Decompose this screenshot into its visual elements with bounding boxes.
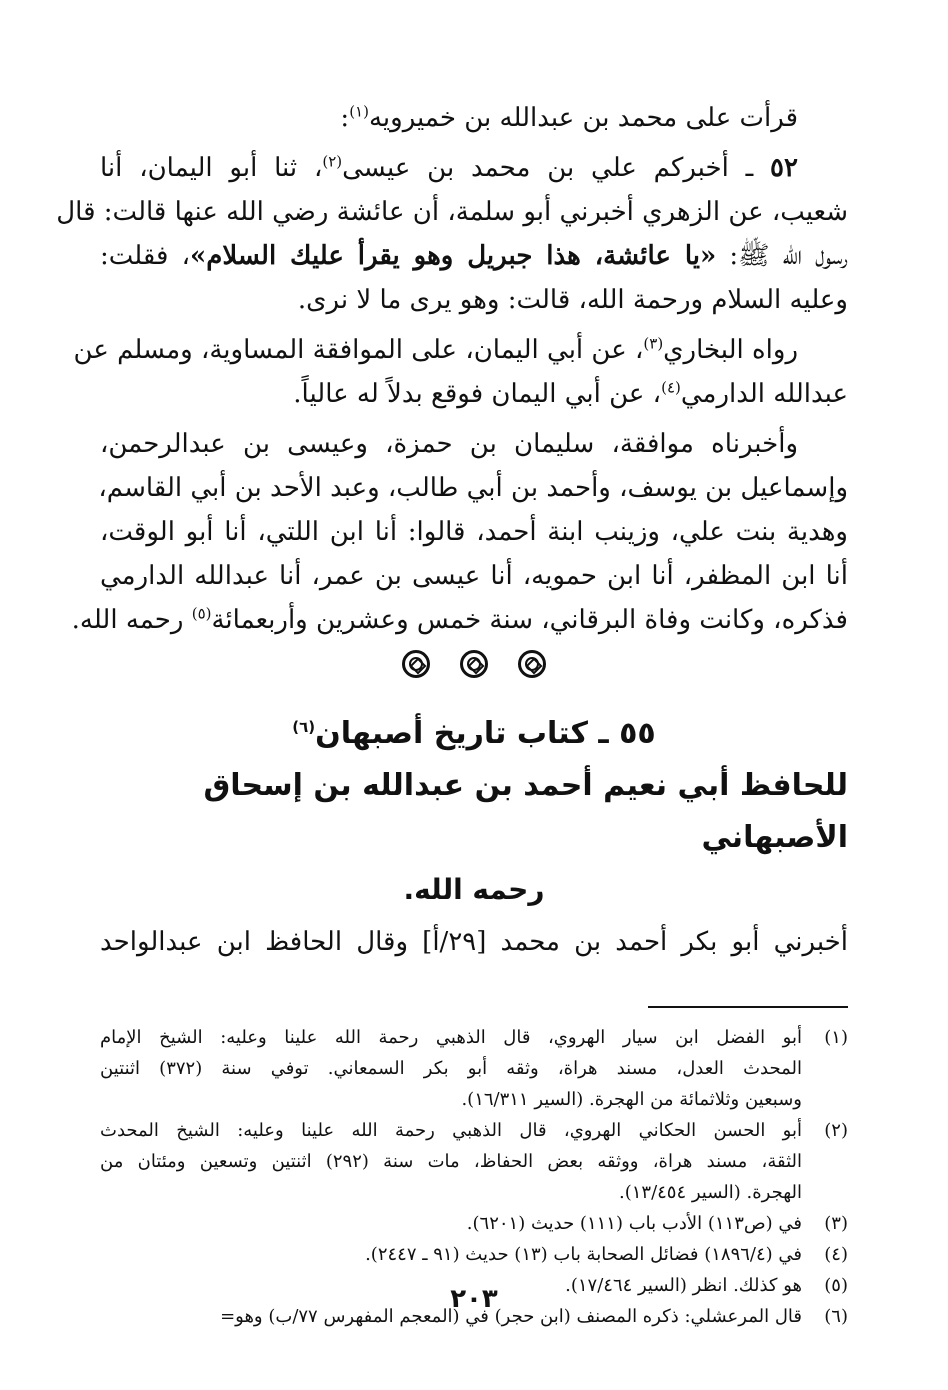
- page-body: [56, 96, 848, 1332]
- footnote-number: (٢): [824, 1120, 848, 1141]
- text-line: شعيب، عن الزهري أخبرني أبو سلمة، أن عائشة رضي الله عنها قالت: قال: [56, 197, 848, 227]
- heading-closing: رحمه الله.: [403, 873, 545, 906]
- text-span: ـ كتاب تاريخ أصبهان: [315, 716, 620, 751]
- text-span: قرأت على محمد بن عبدالله بن خميرويه: [368, 103, 798, 133]
- opening-paragraph: [100, 96, 848, 140]
- heading-number: ٥٥: [619, 716, 656, 751]
- footnote-number: (٣): [824, 1213, 848, 1234]
- footnote-ref[interactable]: (٥): [191, 604, 212, 623]
- footnote-text: [100, 1115, 802, 1208]
- hadith-number: ٥٢: [770, 153, 798, 183]
- text-span: رحمه الله.: [71, 605, 192, 635]
- page-number: ٢٠٣: [450, 1284, 498, 1314]
- text-line: [100, 234, 848, 278]
- text-line: [71, 598, 848, 642]
- footnote-line: أبو الحسن الحكاني الهروي، قال الذهبي رحمة الله علينا وعليه: الشيخ المحدث: [100, 1120, 802, 1141]
- text-span: ، فقلت:: [100, 241, 190, 271]
- attribution-paragraph: [73, 328, 848, 416]
- footnote: [100, 1239, 848, 1270]
- ornament-icon: [402, 650, 430, 678]
- text-line: وأخبرناه موافقة، سليمان بن حمزة، وعيسى بن عبدالرحمن،: [100, 429, 798, 459]
- footnote: [100, 1115, 848, 1208]
- text-span: ، ثنا أبو اليمان، أنا: [100, 153, 323, 183]
- footnote-number: (٥): [824, 1275, 848, 1296]
- footnote-ref[interactable]: (٢): [322, 152, 343, 171]
- footnote-line: وسبعين وثلاثمائة من الهجرة. (السير ١٦/٣١١).: [461, 1089, 802, 1110]
- text-line: وعليه السلام ورحمة الله، قالت: وهو يرى ما لا نرى.: [297, 285, 848, 315]
- footnote-line: هو كذلك. انظر (السير ١٧/٤٦٤).: [565, 1275, 802, 1296]
- text-line: [100, 372, 848, 416]
- footnote-line: في (١٨٩٦/٤) فضائل الصحابة باب (١٣) حديث (٩١ ـ ٢٤٤٧).: [365, 1244, 802, 1265]
- text-span: :: [340, 103, 350, 133]
- hadith-52: [56, 146, 848, 322]
- footnote-line: المحدث العدل، مسند هراة، وثقه أبو بكر السمعاني. توفي سنة (٣٧٢) اثنتين: [100, 1058, 802, 1079]
- footnote-text: [100, 1022, 802, 1115]
- footnote: [100, 1022, 848, 1115]
- text-line: وهدية بنت علي، وزينب ابنة أحمد، قالوا: أنا ابن اللتي، أنا أبو الوقت،: [100, 517, 848, 547]
- footnote-line: قال المرعشلي: ذكره المصنف (ابن حجر) في (المعجم المفهرس ٧٧/ب) وهو=: [220, 1306, 802, 1327]
- footnote-number: (٦): [824, 1306, 848, 1327]
- footnote-separator: [648, 1006, 848, 1008]
- section-heading: [100, 708, 848, 916]
- text-span: فذكره، وكانت وفاة البرقاني، سنة خمس وعشرين وأربعمائة: [211, 605, 848, 635]
- heading-title: [100, 708, 848, 760]
- footnote-line: أبو الفضل ابن سيار الهروي، قال الذهبي رحمة الله علينا وعليه: الشيخ الإمام: [100, 1027, 802, 1048]
- heading-subtitle: للحافظ أبي نعيم أحمد بن عبدالله بن إسحاق الأصبهاني: [203, 768, 848, 855]
- footnote-ref[interactable]: (٤): [661, 378, 681, 397]
- text-span: عبدالله الدارمي: [680, 379, 848, 409]
- footnote-number: (١): [824, 1027, 848, 1048]
- footnote-ref[interactable]: (٣): [643, 334, 664, 353]
- footnote-line: الهجرة. (السير ١٣/٤٥٤).: [618, 1182, 802, 1203]
- footnote: [100, 1208, 848, 1239]
- text-line: وإسماعيل بن يوسف، وأحمد بن أبي طالب، وعبد الأحد بن أبي القاسم،: [98, 473, 848, 503]
- footnote-text: [100, 1239, 802, 1270]
- text-line: أخبرني أبو بكر أحمد بن محمد [٢٩/أ] وقال الحافظ ابن عبدالواحد: [100, 927, 848, 957]
- ornament-icon: [518, 650, 546, 678]
- text-line: [100, 146, 848, 190]
- section-divider: [100, 650, 848, 678]
- text-span: رواه البخاري: [663, 335, 798, 365]
- ornament-icon: [460, 650, 488, 678]
- text-line: [73, 328, 848, 372]
- text-span: رسول الله ﷺ:: [716, 241, 848, 271]
- footnote-ref[interactable]: (٦): [292, 718, 316, 736]
- text-span: ، عن أبي اليمان، على الموافقة المساوية، ومسلم عن: [73, 335, 644, 365]
- footnote-line: الثقة، مسند هراة، ووثقه بعض الحفاظ، مات سنة (٢٩٢) اثنتين وتسعين ومئتان من: [100, 1151, 802, 1172]
- footnote-number: (٤): [824, 1244, 848, 1265]
- text-span: ـ أخبركم علي بن محمد بن عيسى: [342, 153, 771, 183]
- footnote-text: [100, 1208, 802, 1239]
- footnote-ref[interactable]: (١): [349, 102, 369, 121]
- hadith-quote: «يا عائشة، هذا جبريل وهو يقرأ عليك السلام»: [189, 241, 717, 271]
- text-span: ، عن أبي اليمان فوقع بدلاً له عالياً.: [293, 379, 662, 409]
- footnote-line: في (ص١١٣) الأدب باب (١١١) حديث (٦٢٠١).: [466, 1213, 802, 1234]
- text-line: [100, 96, 848, 140]
- text-line: أنا ابن المظفر، أنا ابن حمويه، أنا عيسى بن عمر، أنا عبدالله الدارمي: [100, 561, 848, 591]
- chain-paragraph: [71, 422, 848, 642]
